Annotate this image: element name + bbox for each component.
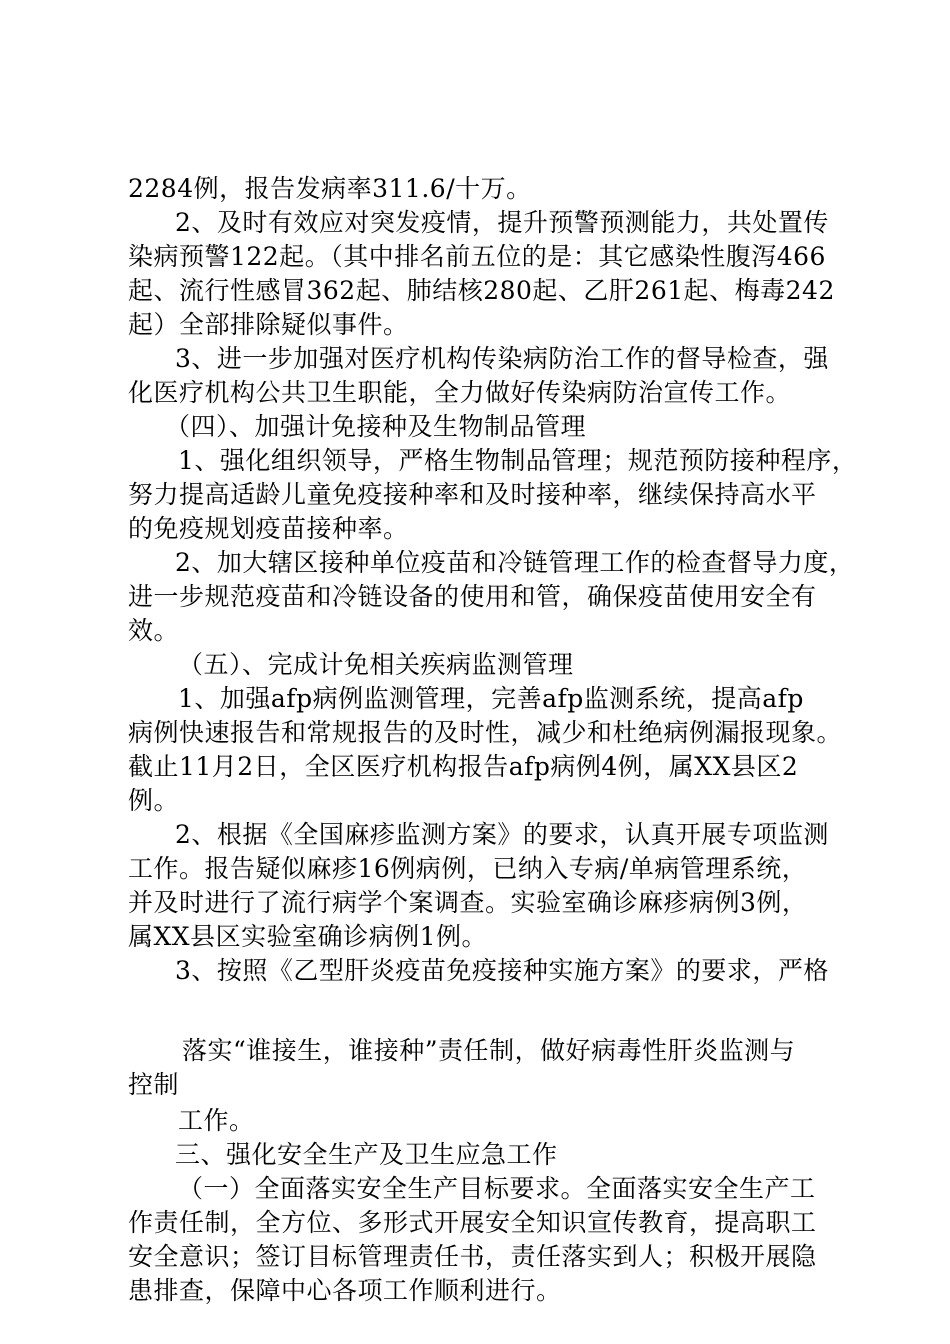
text-line: 3、进一步加强对医疗机构传染病防治工作的督导检查，强 — [175, 344, 829, 373]
text-line: 属XX县区实验室确诊病例1例。 — [128, 922, 488, 951]
text-line: 作责任制，全方位、多形式开展安全知识宣传教育，提高职工 — [128, 1208, 817, 1237]
text-line: 2、根据《全国麻疹监测方案》的要求，认真开展专项监测 — [175, 820, 829, 849]
text-line: 并及时进行了流行病学个案调查。实验室确诊麻疹病例3例， — [128, 888, 808, 917]
text-line: 控制 — [128, 1070, 180, 1099]
text-line: 2、及时有效应对突发疫情，提升预警预测能力，共处置传 — [175, 208, 829, 237]
text-line: 病例快速报告和常规报告的及时性，减少和杜绝病例漏报现象。 — [128, 718, 843, 747]
text-line: 患排查，保障中心各项工作顺利进行。 — [128, 1276, 562, 1305]
text-line: 截止11月2日，全区医疗机构报告afp病例4例，属XX县区2 — [128, 752, 799, 781]
text-line: （一）全面落实安全生产目标要求。全面落实安全生产工 — [178, 1174, 816, 1203]
text-line: 3、按照《乙型肝炎疫苗免疫接种实施方案》的要求，严格 — [175, 956, 829, 985]
text-line: 安全意识；签订目标管理责任书，责任落实到人；积极开展隐 — [128, 1242, 817, 1271]
text-line: 起、流行性感冒362起、肺结核280起、乙肝261起、梅毒242 — [128, 276, 835, 305]
text-line: 1、强化组织领导，严格生物制品管理；规范预防接种程序， — [178, 446, 858, 475]
text-line: 起）全部排除疑似事件。 — [128, 310, 409, 339]
text-line: 落实“谁接生，谁接种”责任制，做好病毒性肝炎监测与 — [182, 1036, 796, 1065]
text-line: 的免疫规划疫苗接种率。 — [128, 514, 409, 543]
section-heading: （四）、加强计免接种及生物制品管理 — [165, 412, 587, 441]
text-line: 化医疗机构公共卫生职能，全力做好传染病防治宣传工作。 — [128, 378, 792, 407]
section-heading: （五）、完成计免相关疾病监测管理 — [178, 650, 574, 679]
section-heading: 三、强化安全生产及卫生应急工作 — [175, 1140, 558, 1169]
text-line: 染病预警122起。（其中排名前五位的是：其它感染性腹泻466 — [128, 242, 826, 271]
text-line: 努力提高适龄儿童免疫接种率和及时接种率，继续保持高水平 — [128, 480, 817, 509]
text-line: 2、加大辖区接种单位疫苗和冷链管理工作的检查督导力度， — [175, 548, 855, 577]
text-line: 效。 — [128, 616, 180, 645]
text-line: 1、加强afp病例监测管理，完善afp监测系统，提高afp — [178, 684, 804, 713]
text-line: 进一步规范疫苗和冷链设备的使用和管，确保疫苗使用安全有 — [128, 582, 817, 611]
text-line: 2284例，报告发病率311.6/十万。 — [128, 174, 532, 203]
text-line: 例。 — [128, 786, 180, 815]
text-line: 工作。 — [178, 1106, 255, 1135]
text-line: 工作。报告疑似麻疹16例病例，已纳入专病/单病管理系统， — [128, 854, 808, 883]
